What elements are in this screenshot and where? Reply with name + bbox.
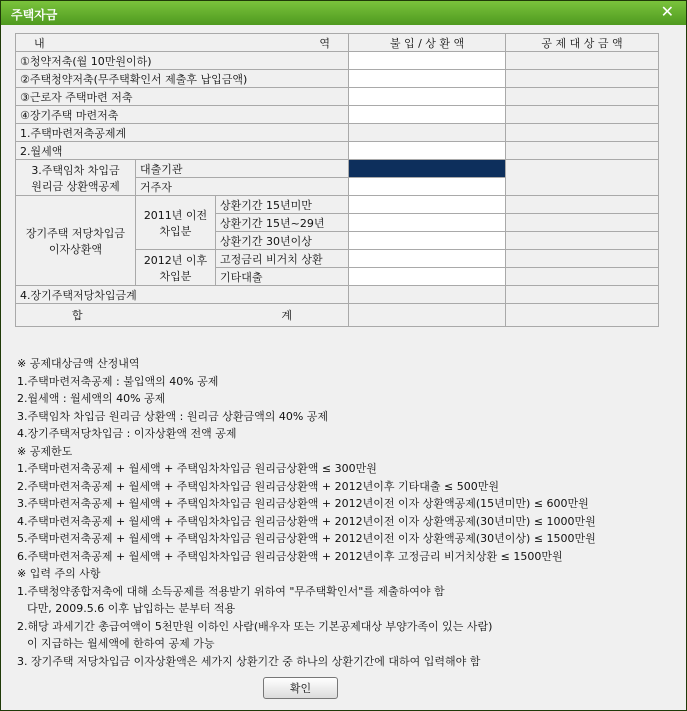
payment-total <box>349 304 506 327</box>
note-line: 1.주택청약종합저축에 대해 소득공제를 적용받기 위하여 "무주택확인서"를 제출하여야 함 <box>17 584 445 598</box>
total-label-right: 계 <box>281 309 293 322</box>
row-label: ②주택청약저축(무주택확인서 제출후 납입금액) <box>16 70 349 88</box>
deduction-value <box>506 268 659 286</box>
table-row <box>16 196 659 214</box>
payment-input[interactable] <box>349 196 506 214</box>
note-line: 2.주택마련저축공제 + 월세액 + 주택임차차입금 원리금상환액 + 2012년이후 기타대출 ≤ 500만원 <box>17 479 499 493</box>
header-payment: 불 입 / 상 환 액 <box>349 34 506 52</box>
table-row <box>16 52 659 70</box>
header-naeyeok-right: 역 <box>319 36 331 50</box>
deduction-value <box>506 196 659 214</box>
rent-loan-label-line2: 원리금 상환액공제 <box>31 179 120 193</box>
note-line: 1.주택마련저축공제 : 불입액의 40% 공제 <box>17 374 219 388</box>
payment-input[interactable] <box>349 88 506 106</box>
title-bar[interactable] <box>1 1 686 25</box>
deduction-value <box>506 160 659 196</box>
payment-input[interactable] <box>349 142 506 160</box>
deduction-total <box>506 304 659 327</box>
pre-2011-label <box>136 196 216 250</box>
deduction-value <box>506 106 659 124</box>
deduction-value <box>506 286 659 304</box>
note-line: 4.주택마련저축공제 + 월세액 + 주택임차차입금 원리금상환액 + 2012년이전 이자 상환액공제(30년미만) ≤ 1000만원 <box>17 514 596 528</box>
rent-loan-group-label <box>16 160 136 196</box>
deduction-value <box>506 88 659 106</box>
deduction-value <box>506 124 659 142</box>
table-row <box>16 286 659 304</box>
post-2012-label-line2: 차입분 <box>159 269 192 283</box>
payment-input[interactable] <box>349 250 506 268</box>
note-line: 3. 장기주택 저당차입금 이자상환액은 세가지 상환기간 중 하나의 상환기간에 대하여 입력해야 함 <box>17 654 481 668</box>
note-heading: ※ 공제한도 <box>17 444 73 458</box>
row-label: 상환기간 15년미만 <box>216 196 349 214</box>
header-deduction: 공 제 대 상 금 액 <box>506 34 659 52</box>
note-line: 5.주택마련저축공제 + 월세액 + 주택임차차입금 원리금상환액 + 2012년이전 이자 상환액공제(30년이상) ≤ 1500만원 <box>17 532 596 545</box>
deduction-value <box>506 142 659 160</box>
row-label: 고정금리 비거치 상환 <box>216 250 349 268</box>
mortgage-label-line2: 이자상환액 <box>48 242 103 256</box>
notes-section <box>17 355 677 670</box>
payment-input[interactable] <box>349 106 506 124</box>
ok-button[interactable]: 확인 <box>263 677 338 699</box>
note-line: 6.주택마련저축공제 + 월세액 + 주택임차차입금 원리금상환액 + 2012년이후 고정금리 비거치상환 ≤ 1500만원 <box>17 549 563 563</box>
rent-loan-label-line1: 3.주택임차 차입금 <box>31 163 120 177</box>
table-header-row <box>16 34 659 52</box>
row-label: 상환기간 30년이상 <box>216 232 349 250</box>
payment-value <box>349 286 506 304</box>
total-label <box>16 304 349 327</box>
note-line: 1.주택마련저축공제 + 월세액 + 주택임차차입금 원리금상환액 ≤ 300만원 <box>17 462 377 475</box>
close-icon[interactable]: ✕ <box>660 2 674 21</box>
note-line: 2.해당 과세기간 총급여액이 5천만원 이하인 사람(배우자 또는 기본공제대상 부양가족이 있는 사람) <box>17 619 493 633</box>
note-line: 2.월세액 : 월세액의 40% 공제 <box>17 392 166 405</box>
payment-input[interactable] <box>349 178 506 196</box>
note-line: 이 지급하는 월세액에 한하여 공제 가능 <box>27 637 215 650</box>
deduction-value <box>506 52 659 70</box>
row-label: 상환기간 15년~29년 <box>216 214 349 232</box>
table-row <box>16 142 659 160</box>
row-label: 거주자 <box>136 178 349 196</box>
payment-input[interactable] <box>349 268 506 286</box>
note-heading: ※ 공제대상금액 산정내역 <box>17 357 140 370</box>
note-line: 3.주택임차 차입금 원리금 상환액 : 원리금 상환금액의 40% 공제 <box>17 409 329 423</box>
deduction-value <box>506 250 659 268</box>
table-row <box>16 106 659 124</box>
mortgage-group-label <box>16 196 136 286</box>
table-row <box>16 70 659 88</box>
note-line: 3.주택마련저축공제 + 월세액 + 주택임차차입금 원리금상환액 + 2012년이전 이자 상환액공제(15년미만) ≤ 600만원 <box>17 497 589 510</box>
table-row <box>16 160 659 178</box>
row-label: ③근로자 주택마련 저축 <box>16 88 349 106</box>
row-label: ①청약저축(월 10만원이하) <box>16 52 349 70</box>
row-label: 4.장기주택저당차입금계 <box>16 286 349 304</box>
post-2012-label-line1: 2012년 이후 <box>143 253 208 267</box>
header-naeyeok <box>16 34 349 52</box>
row-label: 대출기관 <box>136 160 349 178</box>
window-title: 주택자금 <box>11 8 58 22</box>
row-label: 1.주택마련저축공제계 <box>16 124 349 142</box>
table-row <box>16 124 659 142</box>
pre-2011-label-line2: 차입분 <box>159 224 192 238</box>
total-row <box>16 304 659 327</box>
row-label: 2.월세액 <box>16 142 349 160</box>
table-row <box>16 88 659 106</box>
payment-input-selected[interactable] <box>349 160 506 178</box>
housing-fund-table <box>15 33 659 327</box>
payment-input[interactable] <box>349 232 506 250</box>
pre-2011-label-line1: 2011년 이전 <box>143 208 208 222</box>
post-2012-label <box>136 250 216 286</box>
header-naeyeok-left: 내 <box>34 36 45 50</box>
total-label-left: 합 <box>72 309 83 322</box>
deduction-value <box>506 232 659 250</box>
payment-input[interactable] <box>349 52 506 70</box>
note-line: 4.장기주택저당차입금 : 이자상환액 전액 공제 <box>17 427 237 440</box>
row-label: 기타대출 <box>216 268 349 286</box>
note-line: 다만, 2009.5.6 이후 납입하는 분부터 적용 <box>27 602 236 615</box>
deduction-value <box>506 214 659 232</box>
deduction-value <box>506 70 659 88</box>
payment-input[interactable] <box>349 214 506 232</box>
payment-input[interactable] <box>349 70 506 88</box>
row-label: ④장기주택 마련저축 <box>16 106 349 124</box>
mortgage-label-line1: 장기주택 저당차입금 <box>25 226 126 240</box>
payment-value <box>349 124 506 142</box>
note-heading: ※ 입력 주의 사항 <box>17 567 101 580</box>
dialog-content <box>1 25 686 710</box>
